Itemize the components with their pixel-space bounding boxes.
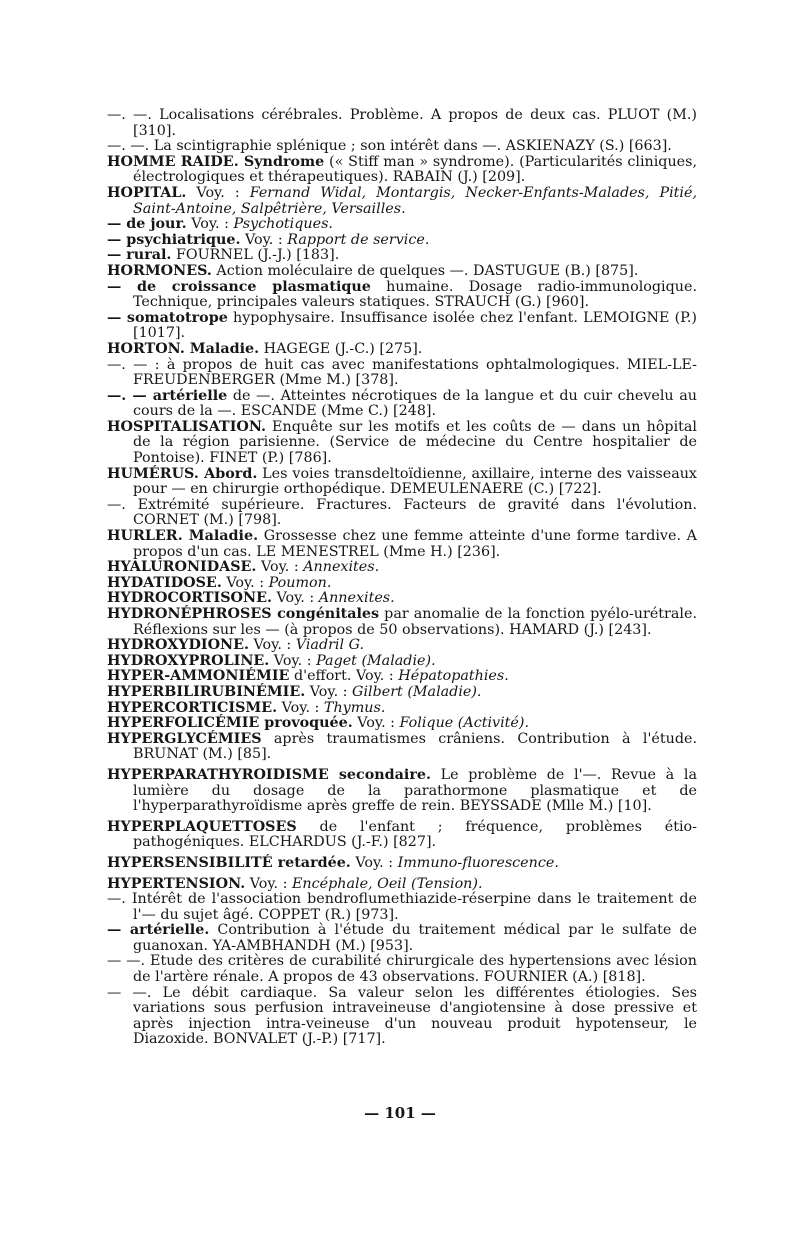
entry-heading: — artérielle. (107, 922, 210, 939)
entry-heading: HUMÉRUS. Abord. (107, 465, 258, 482)
entry-crossref: Poumon. (268, 574, 332, 591)
entry-heading: HOMME RAIDE. Syndrome (107, 153, 325, 170)
entry-crossref: Annexites. (318, 590, 395, 607)
index-entry (107, 638, 697, 654)
entry-crossref: Thymus. (323, 699, 386, 716)
index-entry (107, 591, 697, 607)
entry-text: Contribution à l'étude du traitement médical par le sulfate de guanoxan. YA-AMBHANDH (M.) [953]. (133, 922, 697, 954)
entry-text: Les voies transdeltoïdienne, axillaire, interne des vaisseaux pour — en chirurgie orthopédique. DEMEULENAERE (C.) [722]. (133, 465, 697, 498)
index-entry (107, 877, 697, 893)
entry-heading: HOSPITALISATION. (107, 418, 266, 435)
index-entry (107, 467, 697, 498)
index-entry (107, 264, 697, 280)
entry-text: HAGEGE (J.-C.) [275]. (259, 340, 423, 357)
index-entry (107, 389, 697, 420)
entry-heading: HYDROCORTISONE. (107, 590, 272, 607)
index-entry (107, 280, 697, 311)
entry-crossref: Annexites. (303, 559, 380, 576)
entry-heading: HYPERSENSIBILITÉ retardée. (107, 854, 351, 871)
entry-heading: HORMONES. (107, 262, 212, 279)
index-entry (107, 139, 697, 155)
index-entry (107, 358, 697, 389)
entry-heading: HYALURONIDASE. (107, 559, 257, 576)
entry-text: FOURNEL (J.-J.) [183]. (171, 247, 340, 264)
entry-heading: HYDRONÉPHROSES congénitales (107, 606, 380, 622)
index-entry (107, 892, 697, 923)
index-entry (107, 954, 697, 985)
entry-heading: — de croissance plasmatique (107, 278, 371, 295)
index-entry (107, 560, 697, 576)
entry-text: Voy. : (240, 231, 288, 248)
entry-text: Voy. : (186, 216, 234, 233)
index-entry (107, 685, 697, 701)
index-entry (107, 576, 697, 592)
index-entry (107, 498, 697, 529)
entry-heading: HYPERCORTICISME. (107, 699, 278, 716)
entry-text: Action moléculaire de quelques —. DASTUGUE (B.) [875]. (211, 262, 639, 279)
entry-text: d'effort. Voy. : (289, 668, 399, 685)
index-entries (107, 108, 697, 1048)
entry-text: Voy. : (248, 637, 296, 654)
index-entry (107, 342, 697, 358)
entry-crossref: Rapport de service. (287, 231, 430, 248)
index-entry (107, 311, 697, 342)
entry-crossref: Paget (Maladie). (316, 652, 436, 669)
index-entry (107, 420, 697, 467)
entry-heading: HYDROXYDIONE. (107, 637, 249, 654)
entry-heading: HYPERTENSION. (107, 875, 246, 892)
entry-text: Voy. : (186, 184, 250, 201)
entry-heading: HYPERPLAQUETTOSES (107, 818, 297, 835)
entry-crossref: Folique (Activité). (399, 715, 529, 732)
index-entry (107, 607, 697, 638)
entry-heading: HYPERPARATHYROIDISME secondaire. (107, 766, 431, 783)
entry-text: Enquête sur les motifs et les coûts de — dans un hôpital de la région parisienne. (Service de médecine du Centre hospitalier de Pontoise). FINET (P.) [786]. (133, 418, 697, 467)
index-entry (107, 669, 697, 685)
entry-text: après traumatismes crâniens. Contribution à l'étude. BRUNAT (M.) [85]. (133, 730, 697, 763)
entry-text: —. Intérêt de l'association bendroflumethiazide-réserpine dans le traitement de l'— du sujet âgé. COPPET (R.) [973]. (107, 891, 697, 923)
entry-heading: HYDATIDOSE. (107, 574, 222, 591)
index-entry (107, 732, 697, 763)
entry-heading: HYPERFOLICÉMIE provoquée. (107, 715, 353, 732)
entry-text: par anomalie de la fonction pyélo-urétrale. Réflexions sur les — (à propos de 50 observations). HAMARD (J.) [243]. (133, 606, 697, 638)
entry-text: Voy. : (305, 683, 353, 700)
index-entry (107, 217, 697, 233)
entry-heading: HYPER-AMMONIÉMIE (107, 668, 290, 685)
entry-crossref: Fernand Widal, Montargis, Necker-Enfants-Malades, Pitié, Saint-Antoine, Salpêtrière, Versailles. (133, 184, 698, 217)
entry-text: Voy. : (350, 854, 398, 871)
index-entry (107, 768, 697, 815)
entry-heading: HURLER. Maladie. (107, 528, 259, 545)
entry-heading: HYPERBILIRUBINÉMIE. (107, 683, 306, 700)
page-number: — 101 — (364, 1104, 436, 1122)
entry-text: Voy. : (269, 652, 317, 669)
index-entry (107, 820, 697, 851)
entry-text: de l'enfant ; fréquence, problèmes étio-pathogéniques. ELCHARDUS (J.-F.) [827]. (133, 818, 697, 851)
index-entry (107, 986, 697, 1048)
entry-heading: HYPERGLYCÉMIES (107, 730, 262, 747)
index-entry (107, 233, 697, 249)
entry-text: —. — : à propos de huit cas avec manifestations ophtalmologiques. MIEL-LE-FREUDENBERGER (Mme M.) [378]. (107, 356, 697, 389)
entry-heading: HYDROXYPROLINE. (107, 652, 270, 669)
index-entry (107, 248, 697, 264)
entry-text: (« Stiff man » syndrome). (Particularités cliniques, électrologiques et thérapeutiques). RABAIN (J.) [209]. (133, 153, 697, 186)
index-entry (107, 716, 697, 732)
entry-crossref: Immuno-fluorescence. (397, 854, 559, 871)
entry-heading: — rural. (107, 247, 172, 264)
index-entry (107, 701, 697, 717)
entry-crossref: Hépatopathies. (398, 668, 509, 685)
entry-crossref: Psychotiques. (233, 216, 333, 233)
index-entry (107, 108, 697, 139)
entry-text: hypophysaire. Insuffisance isolée chez l'enfant. LEMOIGNE (P.) [1017]. (133, 309, 698, 342)
entry-text: humaine. Dosage radio-immunologique. Technique, principales valeurs statiques. STRAUCH (G.) [960]. (133, 278, 697, 311)
entry-text: Grossesse chez une femme atteinte d'une forme tardive. A propos d'un cas. LE MENESTREL (Mme H.) [236]. (133, 528, 697, 560)
entry-crossref: Encéphale, Oeil (Tension). (292, 875, 483, 892)
entry-crossref: Gilbert (Maladie). (352, 683, 482, 700)
entry-text: Voy. : (352, 715, 400, 732)
entry-text: Voy. : (245, 875, 292, 892)
entry-text: de —. Atteintes nécrotiques de la langue et du cuir chevelu au cours de la —. ESCANDE (Mme C.) [248]. (133, 387, 697, 420)
entry-heading: — psychiatrique. (107, 231, 241, 248)
entry-heading: — de jour. (107, 216, 187, 233)
index-entry (107, 529, 697, 560)
index-entry (107, 186, 697, 217)
entry-crossref: Viadril G. (295, 637, 365, 654)
index-entry (107, 155, 697, 186)
entry-text: — —. Etude des critères de curabilité chirurgicale des hypertensions avec lésion de l'artère rénale. A propos de 43 observations. FOURNIER (A.) [818]. (107, 953, 697, 986)
entry-text: — —. Le débit cardiaque. Sa valeur selon les différentes étiologies. Ses variations sous perfusion intraveineuse d'angiotensine à dose pressive et après injection intra-veineuse d'un nouveau produit hypotenseur, le Diazoxide. BONVALET (J.-P.) [717]. (107, 984, 697, 1048)
entry-text: Voy. : (221, 574, 269, 591)
entry-text: Voy. : (256, 559, 304, 576)
index-entry (107, 856, 697, 872)
entry-heading: HORTON. Maladie. (107, 340, 260, 357)
entry-text: Voy. : (271, 590, 319, 607)
entry-text: Le problème de l'—. Revue à la lumière du dosage de la parathormone plasmatique et de l'hyperparathyroïdisme après greffe de rein. BEYSSADE (Mlle M.) [10]. (133, 766, 697, 815)
entry-text: —. —. Localisations cérébrales. Problème. A propos de deux cas. PLUOT (M.) [310]. (107, 107, 697, 139)
entry-text: —. —. La scintigraphie splénique ; son intérêt dans —. ASKIENAZY (S.) [663]. (107, 138, 672, 155)
index-entry (107, 923, 697, 954)
entry-text: —. Extrémité supérieure. Fractures. Facteurs de gravité dans l'évolution. CORNET (M.) [798]. (107, 496, 697, 529)
entry-text: Voy. : (277, 699, 324, 716)
entry-heading: HOPITAL. (107, 184, 187, 201)
entry-heading: — somatotrope (107, 309, 228, 326)
entry-heading: —. — artérielle (107, 387, 228, 404)
